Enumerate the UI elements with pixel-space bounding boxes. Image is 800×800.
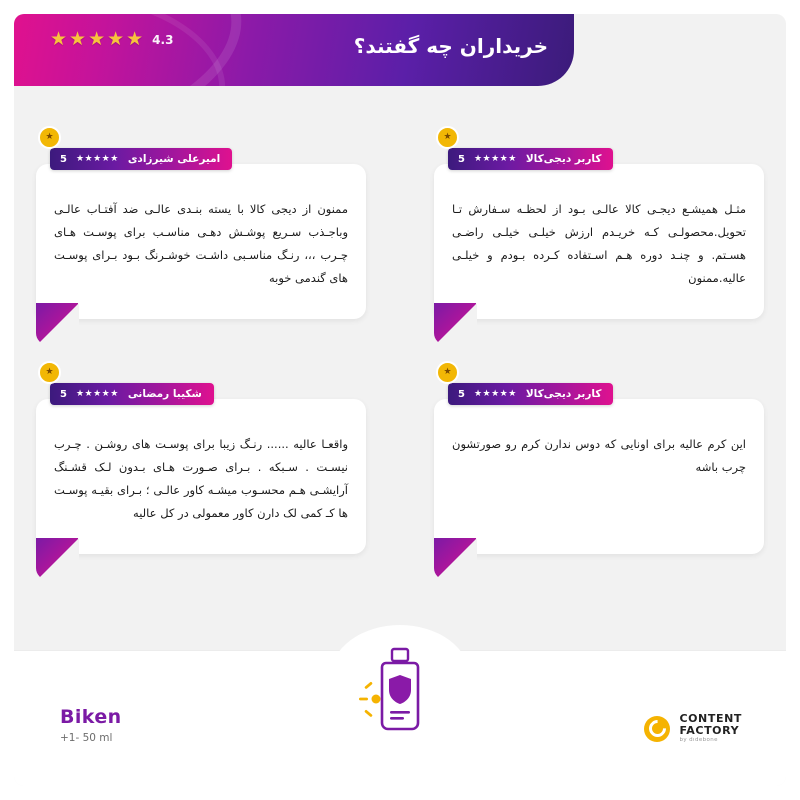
verified-badge-icon: ★: [436, 361, 459, 384]
content-factory-wordmark: [679, 713, 742, 744]
content-factory-mark-icon: [644, 716, 670, 742]
review-score: 5: [60, 388, 67, 400]
header: [14, 14, 786, 100]
page-title: خریداران چه گفتند؟: [353, 34, 548, 58]
reviewer-tag: [443, 132, 613, 170]
verified-badge-icon: ★: [38, 126, 61, 149]
review-text: واقعـا عالیه ...... رنـگ زیبا برای پوسـت های روشـن . چـرب نیسـت . سـبکه . بـرای صـورت هـای بـدون لـک قشـنگ آرایشـی هـم محسـوب میشـه کاور عالـی ؛ بـرای بقیـه پوسـت ها کـ کمی لک دارن کاور معمولی در کل عالیه: [54, 437, 348, 520]
verified-badge-icon: ★: [38, 361, 61, 384]
reviewer-name: امیرعلی شیرزادی: [127, 153, 221, 165]
reviewer-name: کاربر دیجی‌کالا: [525, 388, 602, 400]
rating-summary: [50, 30, 173, 49]
verified-badge-icon: ★: [436, 126, 459, 149]
card-corner-decoration: [434, 538, 476, 580]
brand-name: Biken: [60, 706, 122, 728]
rating-stars-icon: ★★★★★: [50, 28, 146, 50]
review-score: 5: [458, 388, 465, 400]
reviewer-name: شکیبا رمضانی: [127, 388, 202, 400]
review-stars-icon: ★★★★★: [473, 154, 517, 164]
review-stars-icon: ★★★★★: [473, 389, 517, 399]
review-card: [434, 132, 764, 319]
poster-canvas: [14, 14, 786, 786]
product-brand: [60, 706, 122, 744]
header-banner: [14, 14, 574, 86]
review-stars-icon: ★★★★★: [75, 389, 119, 399]
brand-volume: +1- 50 ml: [60, 732, 113, 744]
logo-line-2: FACTORY: [679, 724, 740, 738]
card-corner-decoration: [36, 538, 78, 580]
reviewer-tag: [45, 132, 232, 170]
footer: [14, 650, 786, 786]
review-text: این کرم عالیه برای اونایی که دوس ندارن کرم رو صورتشون چرب باشه: [452, 437, 746, 474]
logo-line-1: CONTENT: [679, 712, 742, 726]
review-card: [36, 367, 366, 554]
reviewer-name: کاربر دیجی‌کالا: [525, 153, 602, 165]
logo-line-3: by dıdebone: [679, 737, 718, 744]
review-card: [434, 367, 764, 554]
card-corner-decoration: [434, 303, 476, 345]
review-text: مثـل همیشـع دیجـی کالا عالـی بـود از لحظـه سـفارش تـا تحویل.محصولـی کـه خریـدم ارزش خیلـی خیلـی راضـی هسـتم. و چنـد دوره هـم اسـتفاده کـرده بـودم و خیلـی عالیه.ممنون: [452, 202, 746, 285]
sunscreen-tube-icon: [352, 635, 448, 745]
review-score: 5: [458, 153, 465, 165]
content-factory-logo: [644, 713, 742, 744]
review-card: [36, 132, 366, 319]
rating-value: 4.3: [152, 32, 174, 47]
reviewer-tag: [45, 367, 214, 405]
review-text: ممنون از دیجی کالا با یسته بنـدی عالـی ضد آفتـاب عالـی وباجـذب سـریع پوشـش دهـی مناسـب برای پوسـت هـای چـرب ،،، رنـگ مناسـبی داشـت خوشـرنگ بـود بـرای پوسـت های گندمی خوبه: [54, 202, 348, 285]
review-stars-icon: ★★★★★: [75, 154, 119, 164]
card-corner-decoration: [36, 303, 78, 345]
reviewer-tag: [443, 367, 613, 405]
review-score: 5: [60, 153, 67, 165]
